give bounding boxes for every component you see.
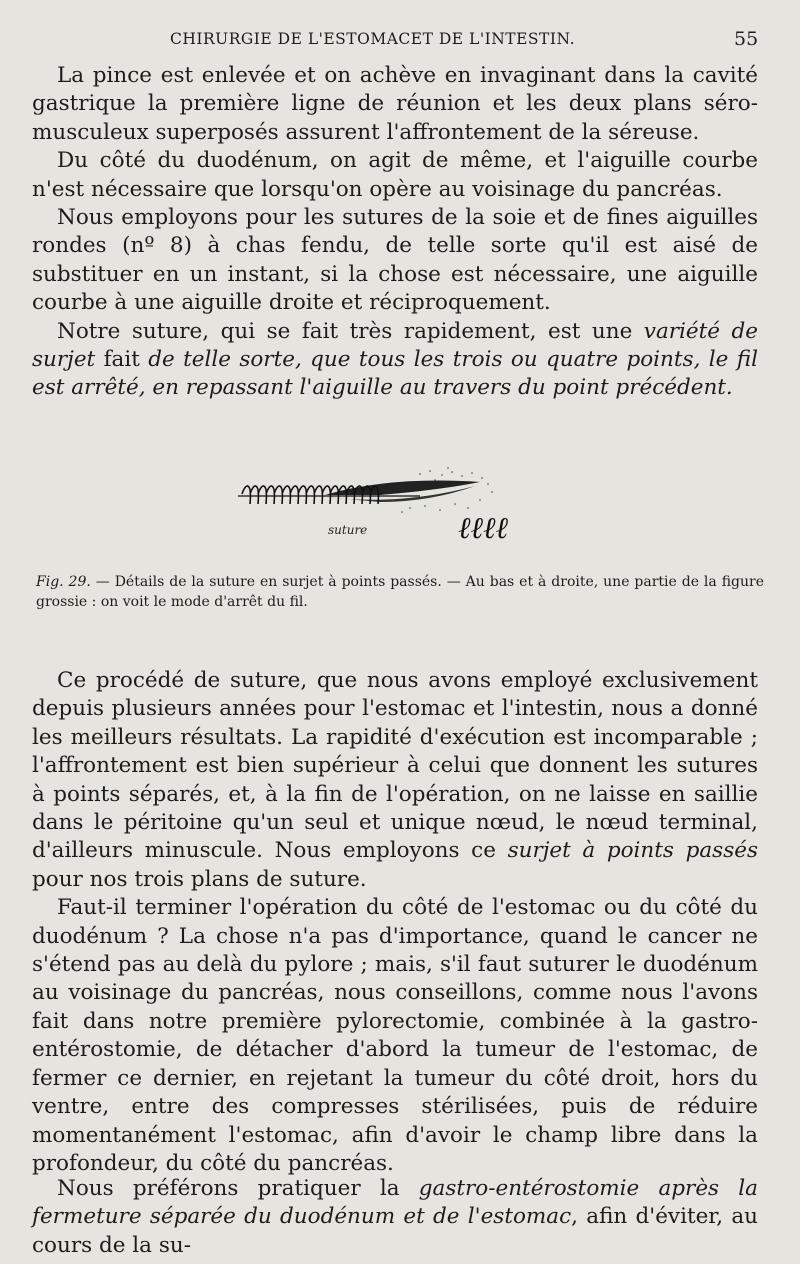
- procede-text-plain-2: pour nos trois plans de suture.: [32, 866, 367, 892]
- paragraph-faut-il: Faut-il terminer l'opération du côté de l'estomac ou du côté du duodénum ? La chose n'a pas d'importance, quand le cancer ne s'étend pas au delà du pylore ; mais, s'il faut suturer le duodénum au voisinage du pancréas, nous conseillons, comme nous l'avons fait dans notre première pylorectomie, combinée à la gastro-entérostomie, de détacher d'abord la tumeur de l'estomac, de fermer ce dernier, en rejetant la tumeur du côté droit, hors du ventre, entre des compresses stérilisées, puis de réduire momentanément l'estomac, afin d'avoir le champ libre dans la profondeur, du côté du pancréas.: [32, 895, 758, 1176]
- suture-drawing: [230, 462, 590, 546]
- final-text-block: [32, 1175, 758, 1260]
- suture-text-plain-1: Notre suture, qui se fait très rapidement, est une: [57, 318, 644, 344]
- preferons-text-plain-1: Nous préférons pratiquer la: [57, 1176, 419, 1201]
- figure-detail-enlarged: ℓℓℓℓ: [458, 511, 508, 546]
- figure-suture-illustration: [230, 462, 590, 546]
- paragraph-pince: La pince est enlevée et on achève en invaginant dans la cavité gastrique la première ligne de réunion et les deux plans séro-musculeux superposés assurent l'affrontement de la séreuse.: [32, 63, 758, 145]
- bottom-text-block: [32, 667, 758, 1178]
- paragraph-preferons: [32, 1175, 758, 1260]
- top-text-block: [32, 62, 758, 403]
- figure-caption-label: Fig. 29.: [36, 574, 91, 590]
- suture-text-italic-2: de telle sorte, que tous les trois ou quatre points, le fil est arrêté, en repassant l'aiguille au travers du point précédent.: [32, 347, 758, 401]
- running-head: CHIRURGIE DE L'ESTOMACET DE L'INTESTIN.: [170, 30, 575, 48]
- page-number: 55: [734, 28, 759, 50]
- suture-text-plain-2: fait: [95, 347, 149, 373]
- suture-text-italic-1: variété de surjet: [32, 318, 758, 373]
- paragraph-procede: [32, 667, 758, 894]
- figure-caption-text: — Détails de la suture en surjet à points passés. — Au bas et à droite, une partie de la figure grossie : on voit le mode d'arrêt du fil.: [36, 574, 764, 610]
- figure-caption: [36, 572, 764, 612]
- paragraph-aiguilles: Nous employons pour les sutures de la soie et de fines aiguilles rondes (nº 8) à chas fendu, de telle sorte qu'il est aisé de substituer en un instant, si la chose est nécessaire, une aiguille courbe à une aiguille droite et réciproquement.: [32, 205, 758, 316]
- preferons-text-italic: gastro-entérostomie après la fermeture séparée du duodénum et de l'estomac: [32, 1176, 759, 1230]
- preferons-text-plain-2: , afin d'éviter, au cours de la su-: [32, 1204, 758, 1258]
- paragraph-duodenum: Du côté du duodénum, on agit de même, et l'aiguille courbe n'est nécessaire que lorsqu'on opère au voisinage du pancréas.: [32, 148, 758, 202]
- paragraph-notre-suture: [32, 318, 758, 403]
- procede-text-italic: surjet à points passés: [507, 838, 758, 864]
- figure-label-suture: suture: [328, 523, 368, 537]
- procede-text-plain-1: Ce procédé de suture, que nous avons employé exclusivement depuis plusieurs années pour l'estomac et l'intestin, nous a donné les meilleurs résultats. La rapidité d'exécution est incomparable ; l'affrontement est bien supérieur à celui que donnent les sutures à points séparés, et, à la fin de l'opération, on ne laisse en saillie dans le péritoine qu'un seul et unique nœud, le nœud terminal, d'ailleurs minuscule. Nous employons ce: [32, 668, 758, 864]
